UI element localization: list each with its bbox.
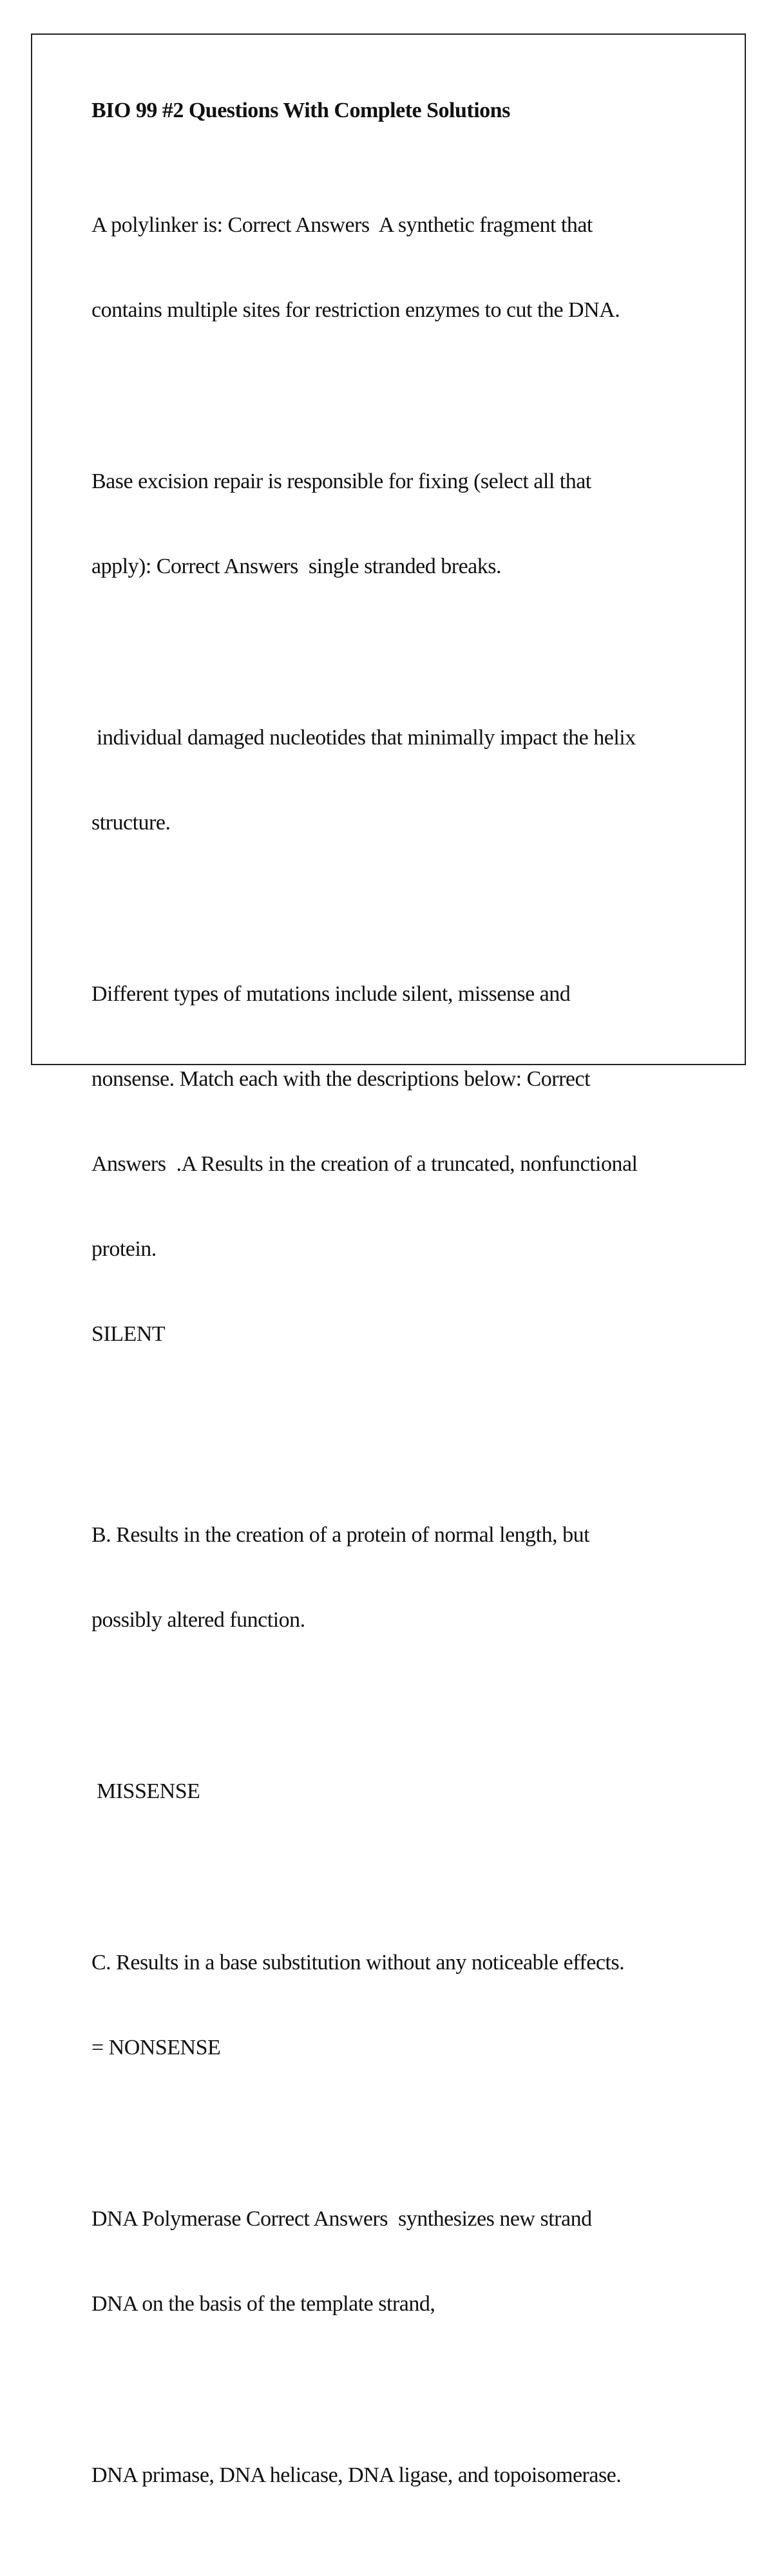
text-line: possibly altered function. bbox=[91, 1608, 305, 1632]
qa-base-excision-repair-cont bbox=[91, 667, 697, 894]
document-title: BIO 99 #2 Questions With Complete Solutions bbox=[91, 99, 510, 122]
text-line: individual damaged nucleotides that minimally impact the helix bbox=[91, 726, 636, 750]
text-line: DNA Polymerase Correct Answers synthesizes new strand bbox=[91, 2207, 592, 2231]
text-line: = NONSENSE bbox=[91, 2036, 221, 2060]
text-line: Different types of mutations include silent, missense and bbox=[91, 982, 571, 1006]
qa-dna-polymerase bbox=[91, 2148, 697, 2375]
text-line: protein. bbox=[91, 1237, 157, 1261]
text-line: C. Results in a base substitution without any noticeable effects. bbox=[91, 1951, 625, 1975]
text-line: A polylinker is: Correct Answers A synthetic fragment that bbox=[91, 213, 593, 237]
qa-dna-enzymes bbox=[91, 2405, 697, 2546]
text-line: DNA on the basis of the template strand, bbox=[91, 2292, 435, 2316]
text-line: MISSENSE bbox=[91, 1779, 200, 1803]
text-line: Answers .A Results in the creation of a truncated, nonfunctional bbox=[91, 1152, 638, 1176]
text-line: DNA primase, DNA helicase, DNA ligase, and topoisomerase. bbox=[91, 2463, 622, 2487]
text-line: nonsense. Match each with the descriptions below: Correct bbox=[91, 1067, 591, 1091]
text-line: contains multiple sites for restriction enzymes to cut the DNA. bbox=[91, 298, 620, 322]
text-line: B. Results in the creation of a protein of normal length, but bbox=[91, 1523, 590, 1547]
qa-mutation-b bbox=[91, 1464, 697, 1691]
text-line: apply): Correct Answers single stranded breaks. bbox=[91, 554, 501, 578]
text-line: Base excision repair is responsible for fixing (select all that bbox=[91, 469, 591, 493]
qa-base-excision-repair bbox=[91, 411, 697, 638]
qa-mutation-c bbox=[91, 1892, 697, 2119]
qa-mutation-types bbox=[91, 923, 697, 1405]
text-line: SILENT bbox=[91, 1322, 166, 1346]
document-body bbox=[91, 97, 697, 2576]
text-line: structure. bbox=[91, 811, 171, 835]
qa-polylinker bbox=[91, 155, 697, 381]
qa-missense bbox=[91, 1721, 697, 1862]
